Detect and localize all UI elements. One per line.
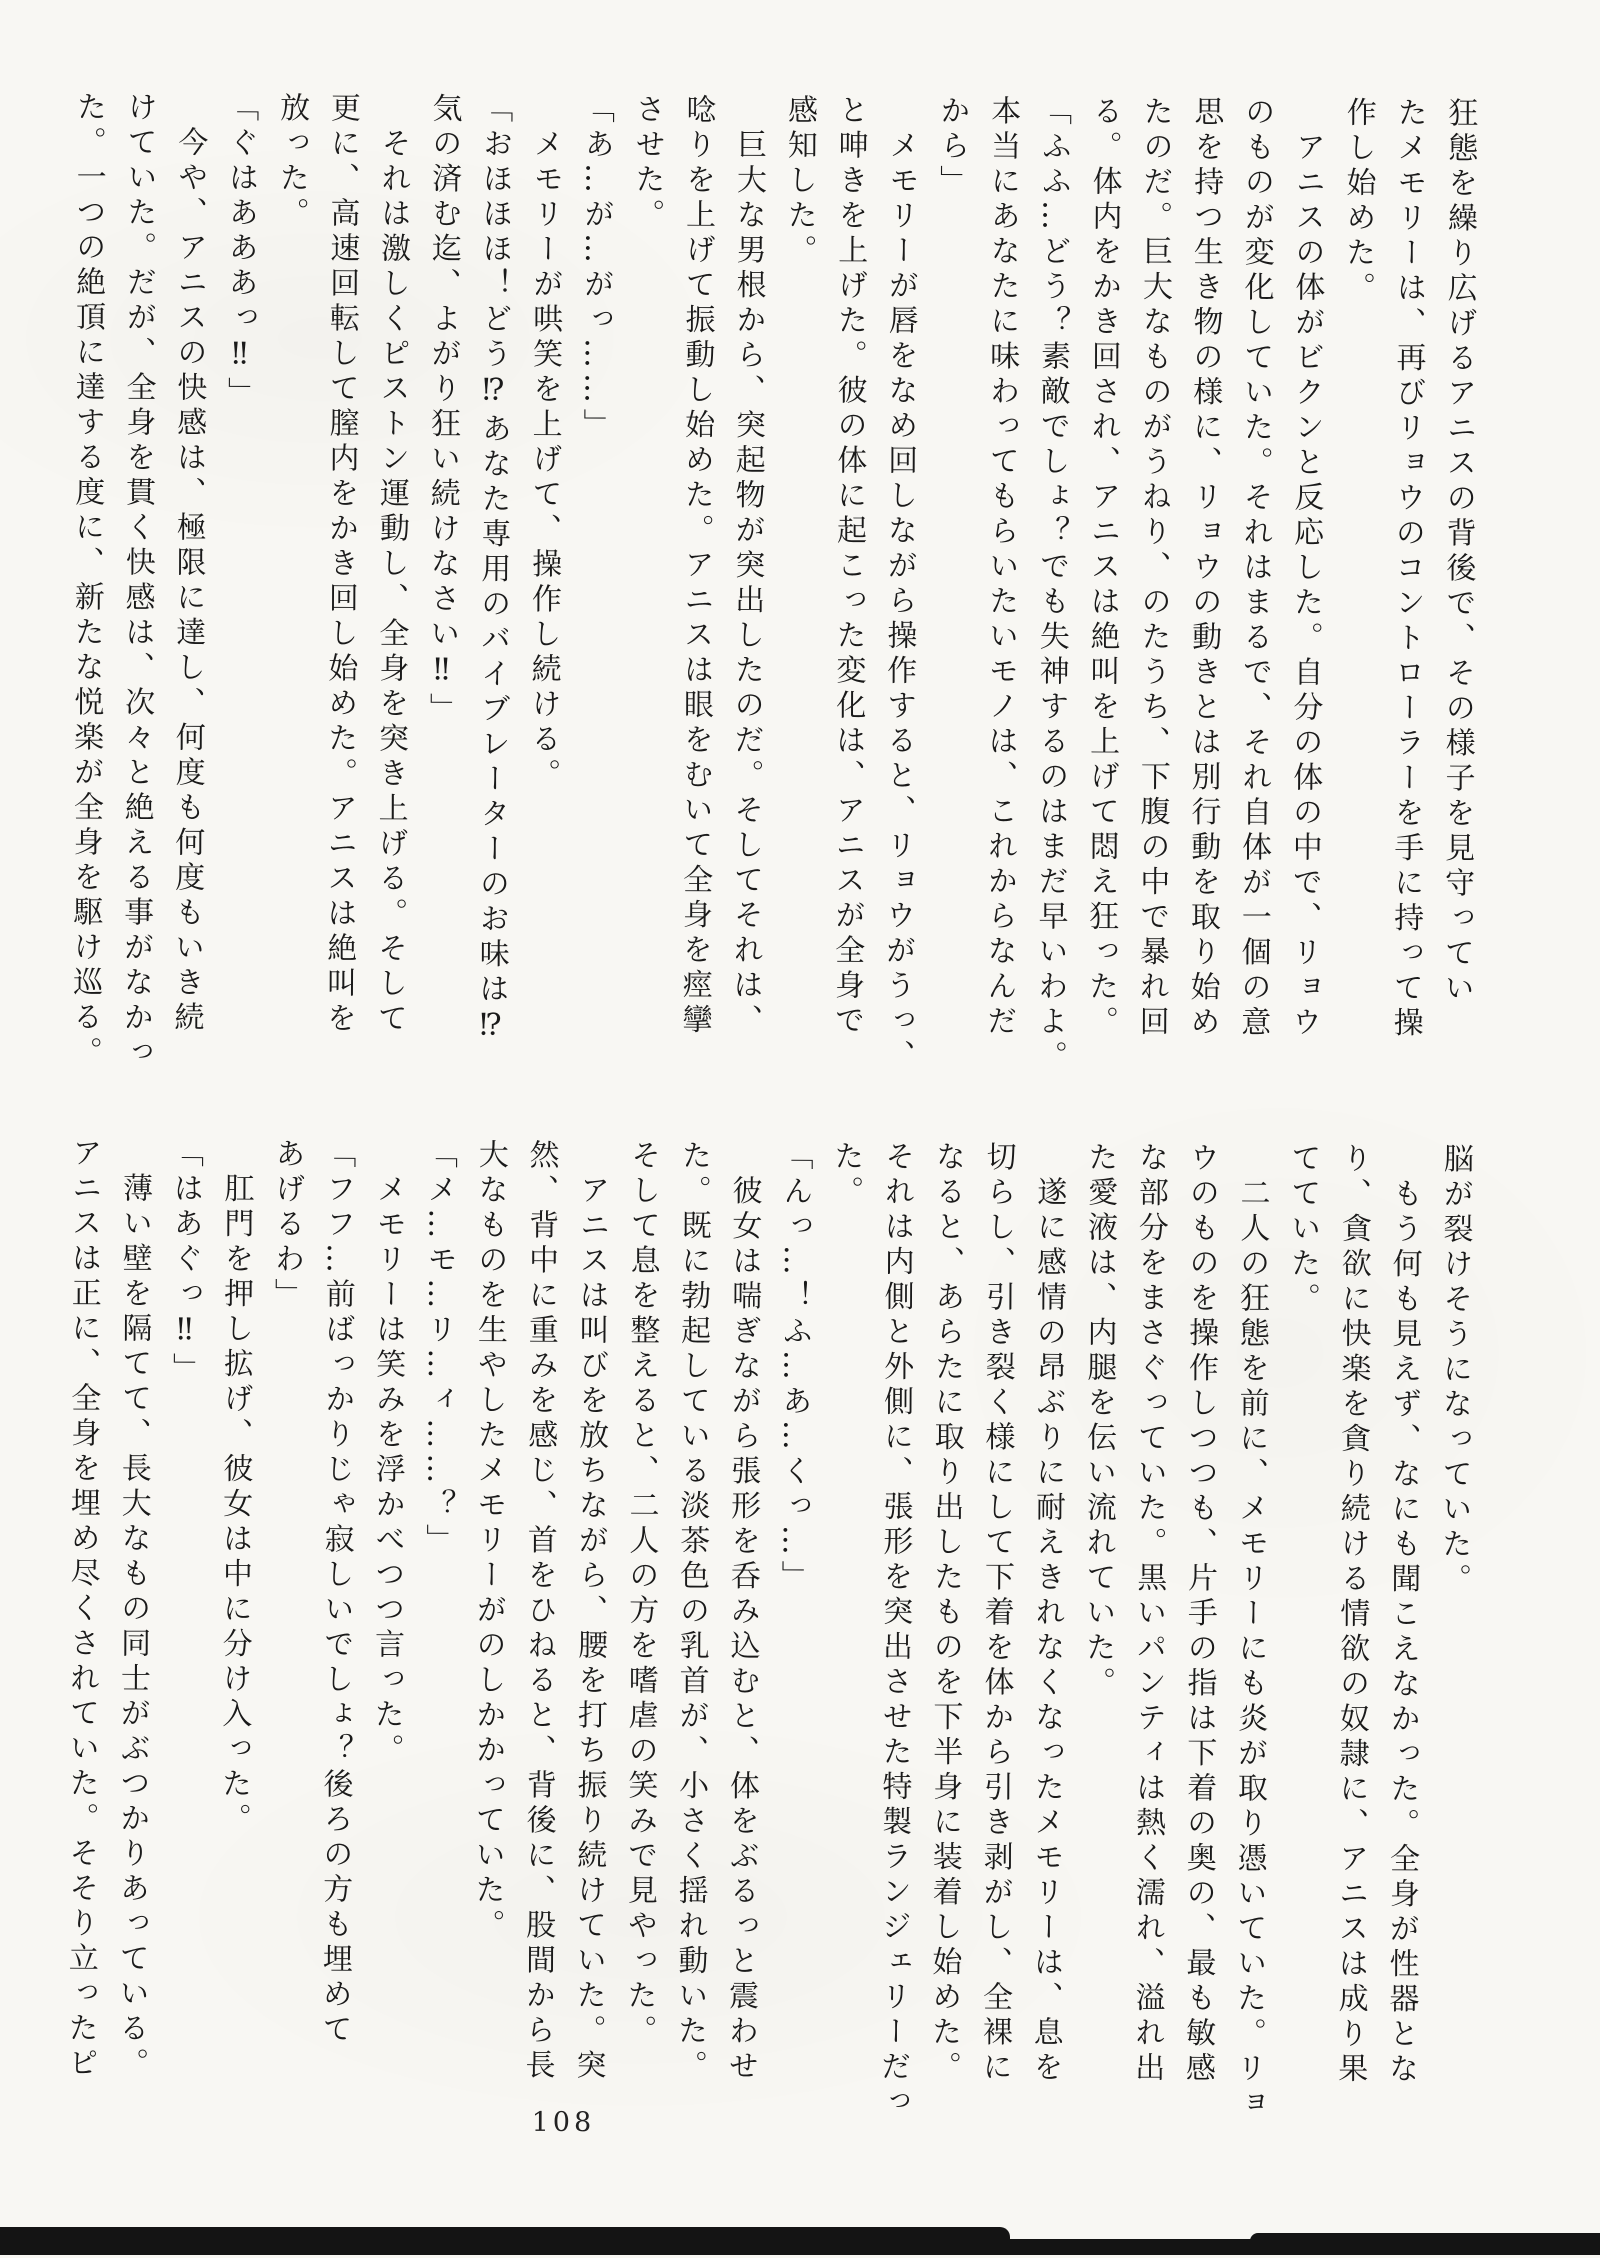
text-column: る。体内をかき回され、アニスは絶叫を上げて悶え狂った。 [1082,95,1122,1041]
text-column: 二人の狂態を前に、メモリーにも炎が取り憑いていた。リョ [1230,1141,1270,2123]
page-number: 108 [531,2106,596,2139]
text-column: 本当にあなたに味わってもらいたいモノは、これからなんだ [981,94,1021,1040]
text-column: 大なものを生やしたメモリーがのしかかっていた。 [469,1138,508,1944]
text-column: アニスの体がビクンと反応した。自分の体の中で、リョウ [1285,96,1326,1042]
text-column: たのだ。巨大なものがうねり、のたうち、下腹の中で暴れ回 [1133,95,1173,1041]
text-column: 更に、高速回転して膣内をかき回し始めた。アニスは絶叫を [320,91,360,1038]
text-column: 「あ…が…がっ……」 [577,93,614,444]
text-column: 作し始めた。 [1339,96,1376,307]
text-column: 切らし、引き裂く様にして下着を体から引き剥がし、全裸に [976,1140,1016,2086]
text-column: 彼女は喘ぎながら張形を呑み込むと、体をぶるっと震わせ [722,1139,762,2085]
text-column: 肛門を押し拡げ、彼女は中に分け入った。 [215,1137,254,1838]
text-column: それは内側と外側に、張形を突出させた特製ランジェリーだっ [874,1140,915,2121]
text-column: な部分をまさぐっていた。黒いパンティは熱く濡れ、溢れ出 [1129,1141,1169,2087]
text-column: 「んっ…！ふ…あ…くっ…」 [775,1139,813,1596]
text-column: てていた。 [1284,1142,1321,1318]
text-column: ウのものを操作しつつも、片手の指は下着の奥の、最も敏感 [1179,1141,1219,2087]
text-column: あげるわ」 [268,1137,305,1313]
text-column: アニスは叫びを放ちながら、腰を打ち振り続けていた。突 [570,1139,610,2085]
text-column: アニスは正に、全身を埋め尽くされていた。そそり立ったピ [62,1136,102,2082]
text-column: 今や、アニスの快感は、極限に達し、何度も何度もいき続 [168,91,208,1037]
text-block-top [56,91,1484,1092]
text-column: それは激しくピストン運動し、全身を突き上げる。そして [371,92,411,1038]
text-column: 「メ…モ…リ…ィ……？」 [420,1138,458,1559]
text-column: 薄い壁を隔てて、長大なもの同士がぶつかりあっている。 [113,1137,153,2083]
text-column: メモリーは笑みを浮かべつつ言った。 [368,1138,407,1769]
text-column: 「おほほほ！どう⁉あなた専用のバイブレーターのお味は⁉ [473,92,513,1048]
text-column: 遂に感情の昂ぶりに耐えきれなくなったメモリーは、息を [1027,1141,1067,2087]
scan-edge-artifact [1250,2233,1600,2255]
text-column: たメモリーは、再びリョウのコントローラーを手に持って操 [1387,96,1427,1042]
text-column: させた。 [629,93,665,234]
text-column: もう何も見えず、なにも聞こえなかった。全身が性器とな [1383,1142,1423,2088]
text-column: 放った。 [273,91,310,232]
text-column: 「はあぐっ‼」 [166,1137,204,1388]
text-column: 脳が裂けそうになっていた。 [1435,1142,1473,1598]
text-column: けていた。だが、全身を貫く快感は、次々と絶える事がなかっ [117,91,157,1072]
text-column: のものが変化していた。それはまるで、それ自体が一個の意 [1235,95,1275,1042]
text-column: 「ふふ…どう？素敵でしょ？でも失神するのはまだ早いわよ。 [1031,95,1072,1076]
text-column: メモリーが唇をなめ回しながら操作すると、リョウがうっ、 [879,94,919,1075]
text-column: なると、あらたに取り出したものを下半身に装着し始めた。 [925,1140,965,2086]
text-column: た。既に勃起している淡茶色の乳首が、小さく揺れ動いた。 [671,1139,711,2085]
text-column: 狂態を繰り広げるアニスの背後で、その様子を見守ってい [1438,96,1478,1007]
text-column: と呻きを上げた。彼の体に起こった変化は、アニスが全身で [828,94,868,1040]
text-column: から」 [934,94,970,200]
text-column: 唸りを上げて振動し始めた。アニスは眼をむいて全身を痙攣 [676,93,716,1039]
scan-edge-artifact [0,2227,1010,2255]
text-column: 思を持つ生き物の様に、リョウの動きとは別行動を取り始め [1184,95,1224,1041]
text-column: 巨大な男根から、突起物が突出したのだ。そしてそれは、 [727,93,767,1039]
text-block-bottom [52,1137,1480,2133]
text-column: た愛液は、内腿を伝い流れていた。 [1079,1141,1118,1702]
text-column: メモリーが哄笑を上げて、操作し続ける。 [525,92,564,793]
text-column: た。 [828,1140,864,1211]
text-column: 然、背中に重みを感じ、首をひねると、背後に、股間から長 [519,1138,559,2084]
text-column: 感知した。 [781,93,818,270]
text-column: 気の済む迄、よがり狂い続けなさい‼」 [423,92,462,728]
text-column: た。一つの絶頂に達する度に、新たな悦楽が全身を駆け巡る。 [66,90,107,1071]
text-column: そして息を整えると、二人の方を嗜虐の笑みで見やった。 [621,1139,661,2050]
text-column: 「フフ…前ばっかりじゃ寂しいでしょ？後ろの方も埋めて [316,1137,356,2049]
text-column: り、貪欲に快楽を貪り続ける情欲の奴隷に、アニスは成り果 [1332,1142,1372,2088]
text-column: 「ぐはあああっ‼」 [221,91,259,412]
